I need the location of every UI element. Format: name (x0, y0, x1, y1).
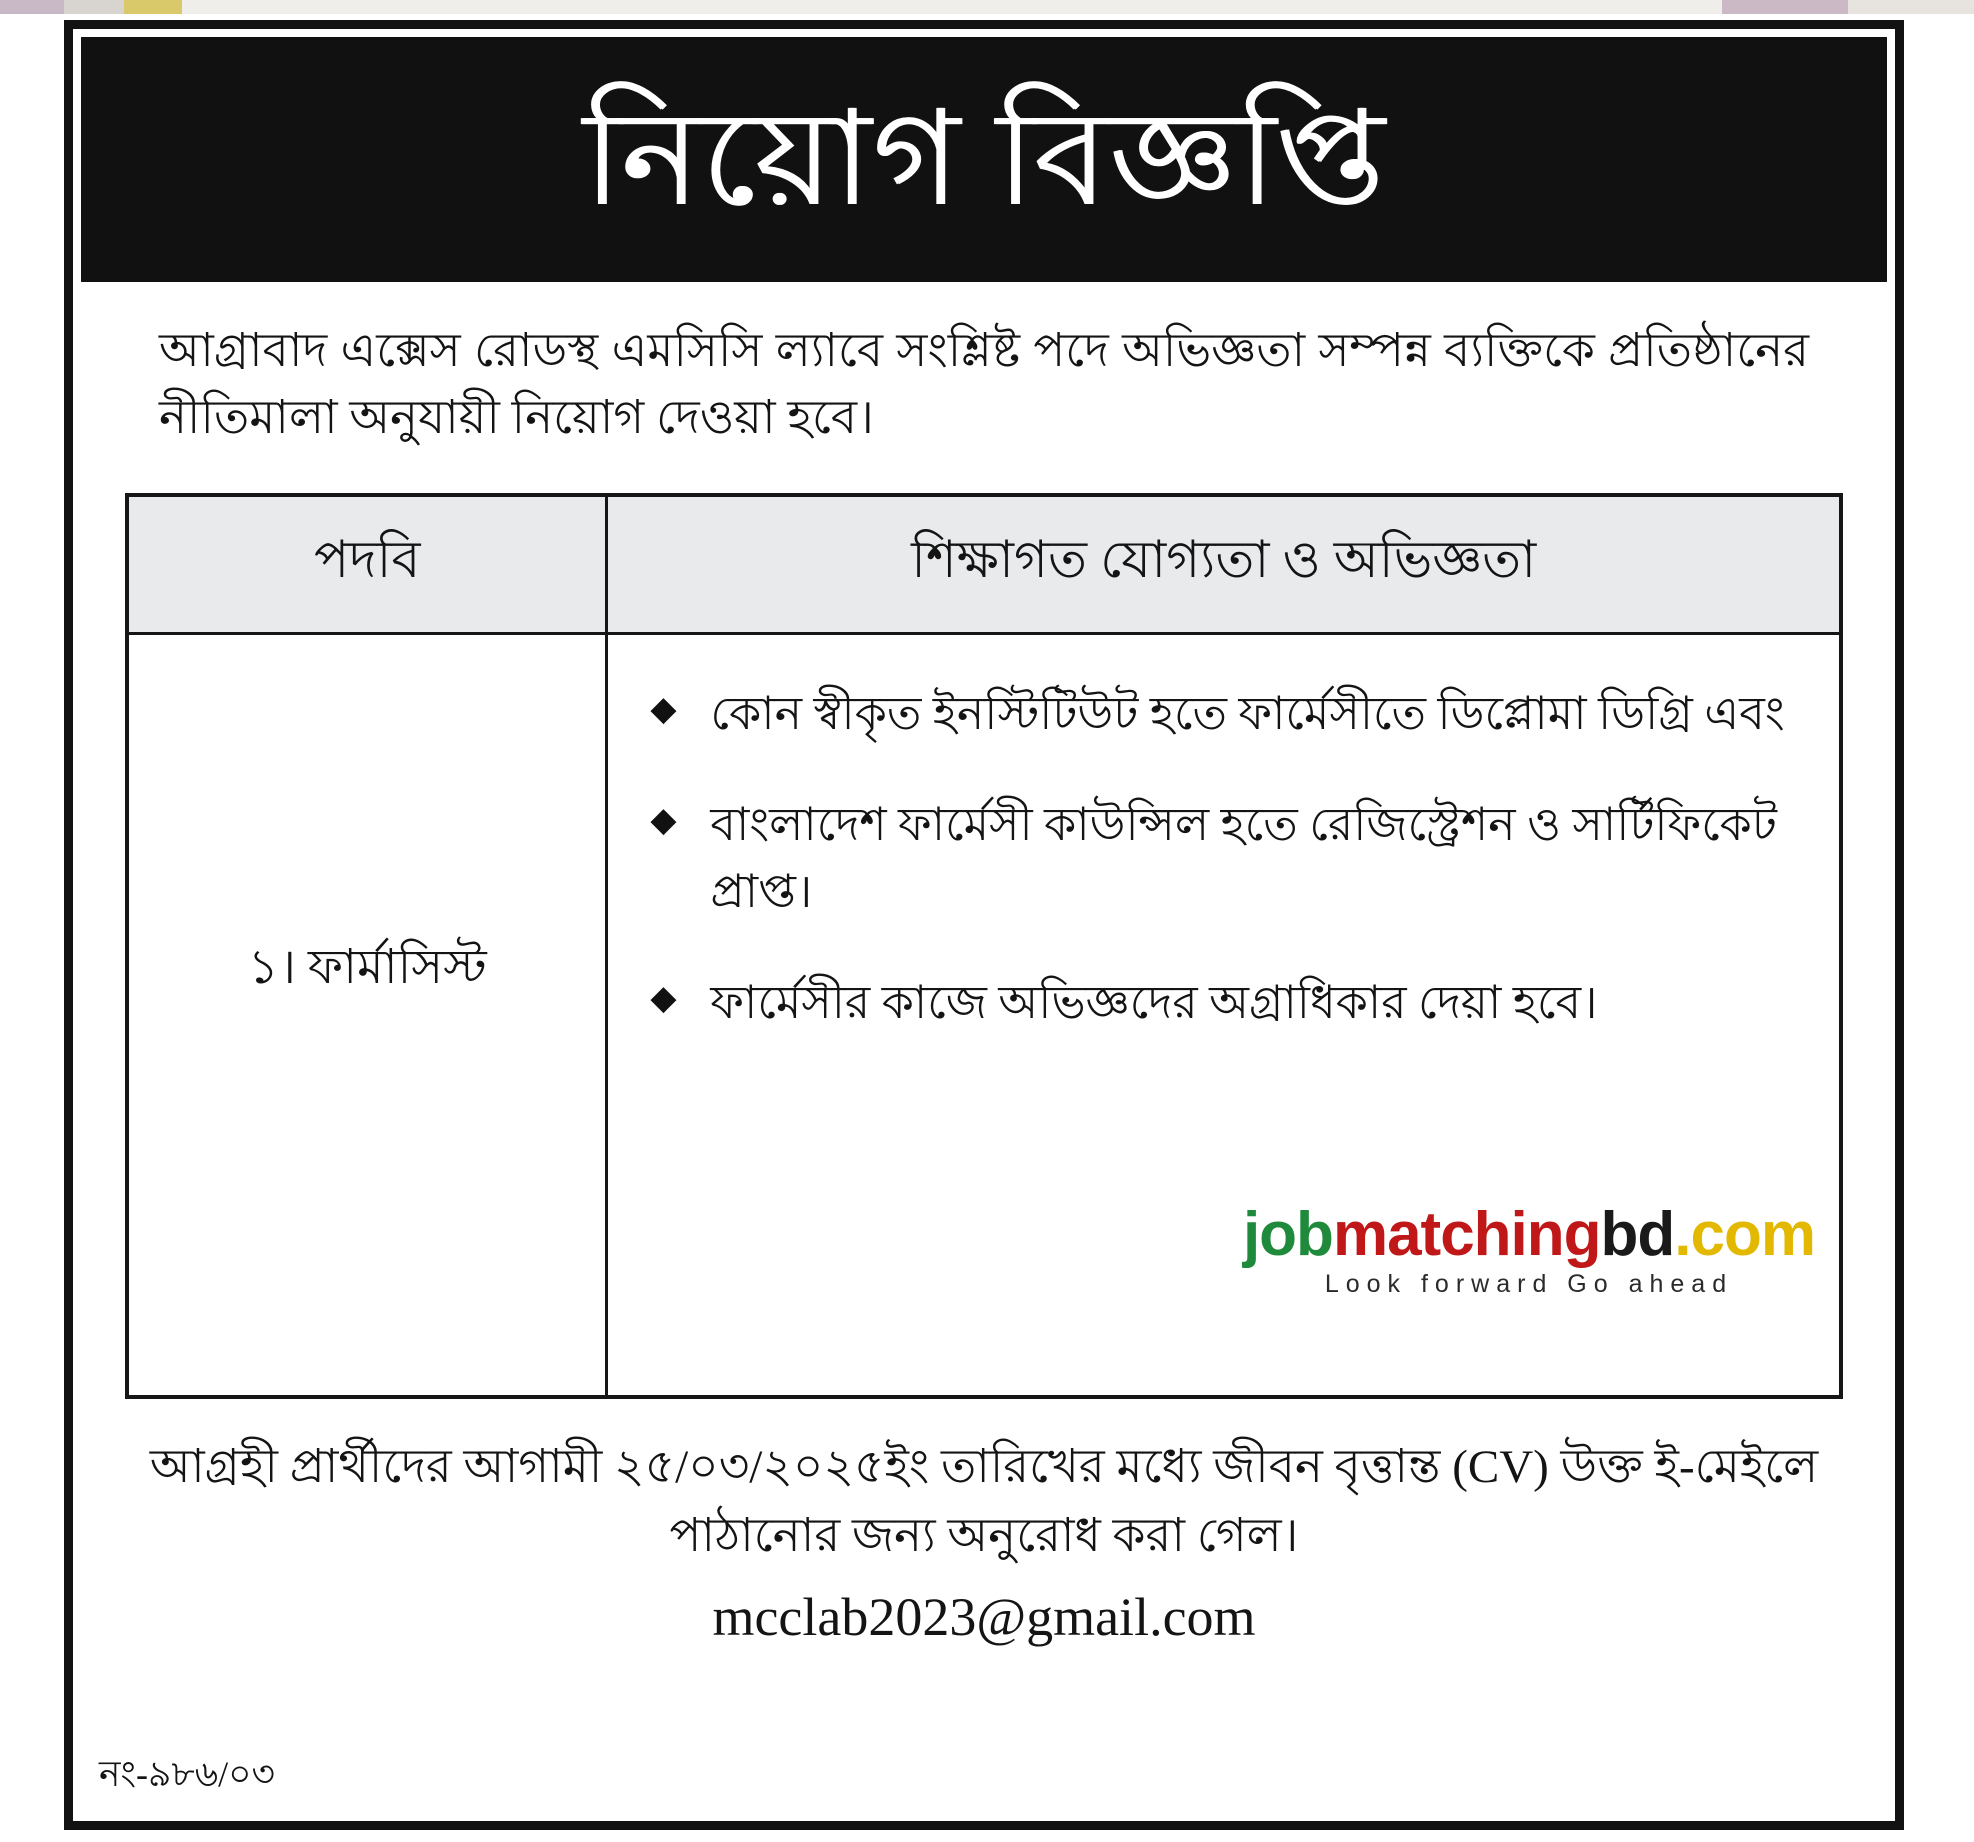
strip-segment-1 (64, 0, 124, 14)
diamond-bullet-icon: ◆ (650, 691, 677, 729)
watermark-part-dotcom: .com (1674, 1200, 1815, 1270)
list-item (644, 970, 1799, 1037)
table-body (127, 634, 1841, 1398)
qualifications-list (644, 681, 1799, 1036)
column-header-post: পদবি (127, 495, 607, 634)
scan-top-color-strip (0, 0, 1974, 14)
watermark-part-bd: bd (1600, 1200, 1675, 1270)
positions-table (125, 493, 1843, 1399)
watermark-part-matching: matching (1332, 1200, 1601, 1270)
table-header (127, 495, 1841, 634)
strip-segment-4 (1722, 0, 1848, 14)
contact-email: mcclab2023@gmail.com (712, 1586, 1256, 1647)
column-header-qualifications: শিক্ষাগত যোগ্যতা ও অভিজ্ঞতা (607, 495, 1841, 634)
application-instructions: আগ্রহী প্রার্থীদের আগামী ২৫/০৩/২০২৫ইং তারিখের মধ্যে জীবন বৃত্তান্ত (CV) উক্ত ই-মেইলে পাঠানোর জন্য অনুরোধ করা গেল। (149, 1441, 1819, 1562)
watermark-part-job: job (1242, 1200, 1333, 1270)
list-item (644, 792, 1799, 925)
watermark-tagline: Look forward Go ahead (1324, 1270, 1734, 1299)
list-item (644, 681, 1799, 748)
list-item-text: ফার্মেসীর কাজে অভিজ্ঞদের অগ্রাধিকার দেয়া হবে। (710, 976, 1598, 1028)
strip-segment-5 (1848, 0, 1974, 14)
jobmatchingbd-watermark (1242, 1200, 1815, 1299)
watermark-wordmark (1242, 1200, 1815, 1270)
diamond-bullet-icon: ◆ (650, 979, 677, 1017)
table-header-row (127, 495, 1841, 634)
strip-segment-2 (124, 0, 182, 14)
table-row (127, 634, 1841, 1398)
advertisement-banner (81, 37, 1887, 282)
qualifications-cell (607, 634, 1841, 1398)
diamond-bullet-icon: ◆ (650, 802, 677, 840)
list-item-text: বাংলাদেশ ফার্মেসী কাউন্সিল হতে রেজিস্ট্রেশন ও সার্টিফিকেট প্রাপ্ত। (710, 799, 1777, 917)
post-cell (127, 634, 607, 1398)
reference-number: নং-৯৮৬/০৩ (99, 1754, 275, 1794)
page-title: নিয়োগ বিজ্ঞপ্তি (582, 85, 1386, 233)
intro-paragraph: আগ্রাবাদ এক্সেস রোডস্থ এমসিসি ল্যাবে সংশ্লিষ্ট পদে অভিজ্ঞতা সম্পন্ন ব্যক্তিকে প্রতিষ্ঠানের নীতিমালা অনুযায়ী নিয়োগ দেওয়া হবে। (159, 325, 1809, 444)
post-title: ১। ফার্মাসিস্ট (247, 941, 487, 995)
job-advertisement (64, 20, 1904, 1830)
list-item-text: কোন স্বীকৃত ইনস্টিটিউট হতে ফার্মেসীতে ডিপ্লোমা ডিগ্রি এবং (710, 688, 1785, 740)
strip-segment-3 (182, 0, 1722, 14)
strip-segment-0 (0, 0, 64, 14)
newspaper-page (0, 14, 1974, 1842)
